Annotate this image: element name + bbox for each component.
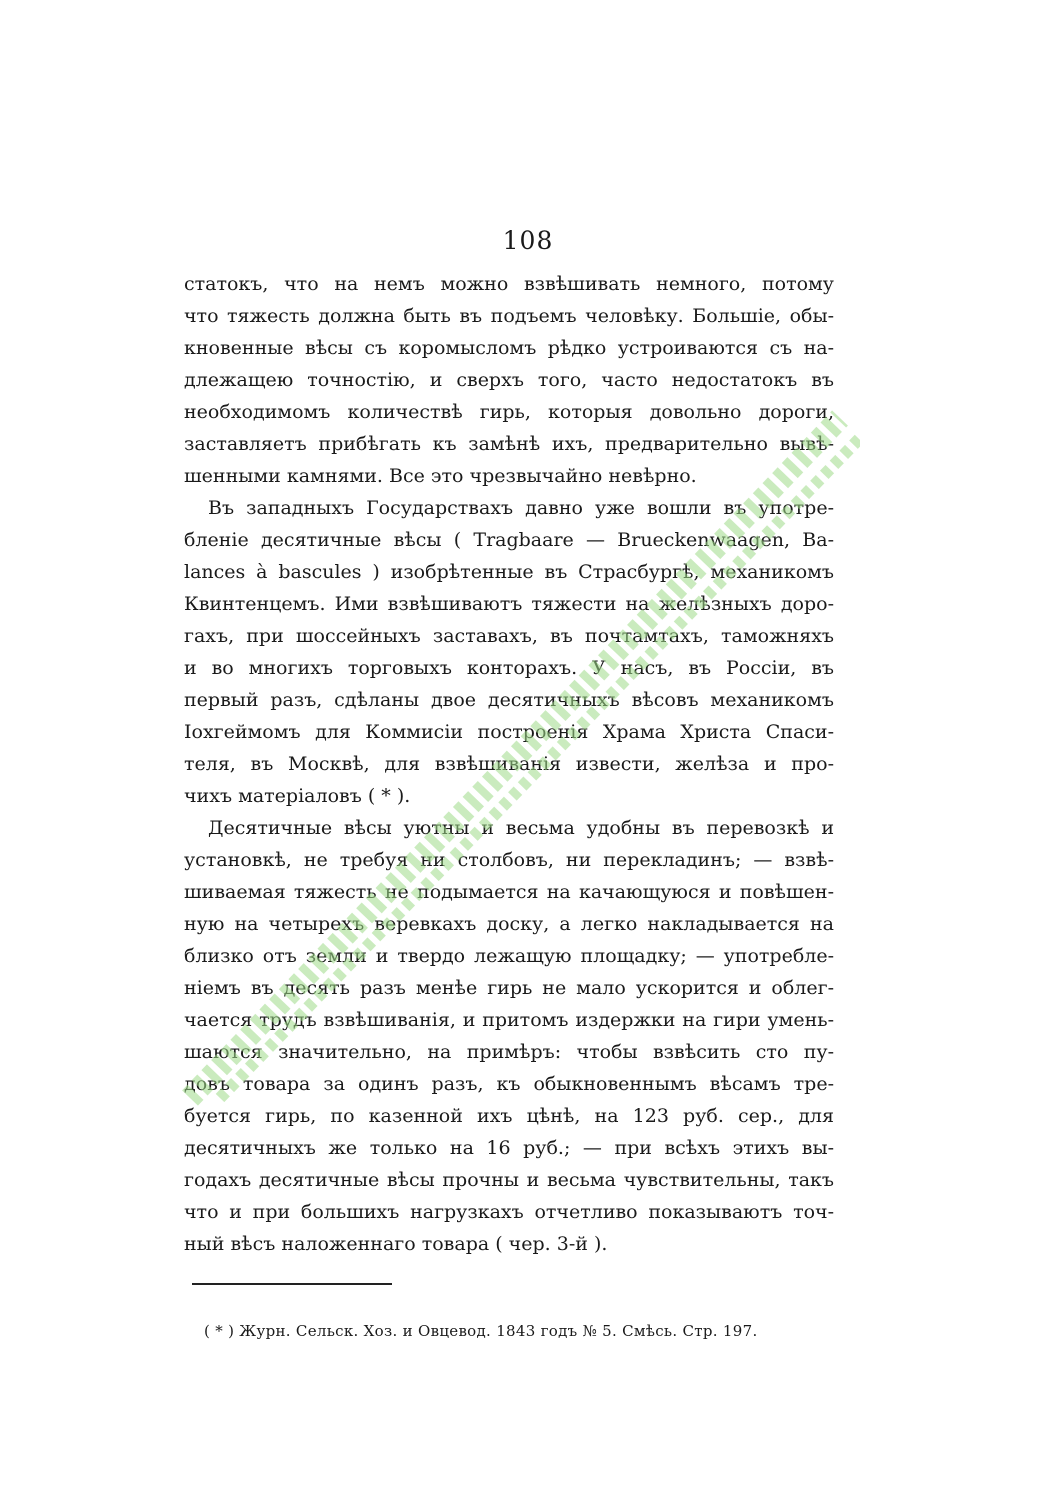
text-line: lances à bascules ) изобрѣтенные въ Страсбургѣ, механикомъ — [184, 561, 834, 583]
text-line: заставляетъ прибѣгать къ замѣнѣ ихъ, предварительно вывѣ- — [184, 433, 834, 455]
text-line: шиваемая тяжесть не подымается на качающуюся и повѣшен- — [184, 881, 834, 903]
text-line: установкѣ, не требуя ни столбовъ, ни перекладинъ; — взвѣ- — [184, 849, 834, 871]
footnote-separator — [192, 1283, 392, 1285]
text-line: и во многихъ торговыхъ конторахъ. У насъ, въ Россіи, въ — [184, 657, 834, 679]
page-number: 108 — [502, 226, 554, 255]
text-line: длежащею точностію, и сверхъ того, часто недостатокъ въ — [184, 369, 834, 391]
text-line: бленіе десятичные вѣсы ( Tragbaare — Brueckenwaagen, Ba- — [184, 529, 834, 551]
text-line: шаются значительно, на примѣръ: чтобы взвѣсить сто пу- — [184, 1041, 834, 1063]
footnote: ( * ) Журн. Сельск. Хоз. и Овцевод. 1843 годъ № 5. Смѣсь. Стр. 197. — [204, 1322, 758, 1340]
text-line: Квинтенцемъ. Ими взвѣшиваютъ тяжести на желѣзныхъ доро- — [184, 593, 834, 615]
text-line: ный вѣсъ наложеннаго товара ( чер. 3-й ). — [184, 1233, 608, 1255]
text-line: чается трудъ взвѣшиванія, и притомъ издержки на гири умень- — [184, 1009, 834, 1031]
text-line: чихъ матеріаловъ ( * ). — [184, 785, 411, 807]
text-line: статокъ, что на немъ можно взвѣшивать немного, потому — [184, 273, 834, 295]
text-line: теля, въ Москвѣ, для взвѣшиванія извести, желѣза и про- — [184, 753, 834, 775]
text-line: годахъ десятичные вѣсы прочны и весьма чувствительны, такъ — [184, 1169, 834, 1191]
text-line: кновенные вѣсы съ коромысломъ рѣдко устроиваются съ на- — [184, 337, 834, 359]
text-line: Въ западныхъ Государствахъ давно уже вошли въ употре- — [208, 497, 834, 519]
text-line: ную на четырехъ веревкахъ доску, а легко накладывается на — [184, 913, 834, 935]
text-line: ніемъ въ десять разъ менѣе гирь не мало ускорится и облег- — [184, 977, 834, 999]
text-line: что и при большихъ нагрузкахъ отчетливо показываютъ точ- — [184, 1201, 834, 1223]
text-line: что тяжесть должна быть въ подъемъ человѣку. Большіе, обы- — [184, 305, 834, 327]
text-line: близко отъ земли и твердо лежащую площадку; — употребле- — [184, 945, 834, 967]
text-line: довъ товара за одинъ разъ, къ обыкновеннымъ вѣсамъ тре- — [184, 1073, 834, 1095]
text-line: буется гирь, по казенной ихъ цѣнѣ, на 123 руб. сер., для — [184, 1105, 834, 1127]
text-line: необходимомъ количествѣ гирь, которыя довольно дороги, — [184, 401, 834, 423]
text-line: гахъ, при шоссейныхъ заставахъ, въ почтамтахъ, таможняхъ — [184, 625, 834, 647]
body-text — [184, 268, 834, 1260]
text-line: шенными камнями. Все это чрезвычайно невѣрно. — [184, 465, 697, 487]
text-line: первый разъ, сдѣланы двое десятичныхъ вѣсовъ механикомъ — [184, 689, 834, 711]
text-line: десятичныхъ же только на 16 руб.; — при всѣхъ этихъ вы- — [184, 1137, 834, 1159]
text-line: Десятичные вѣсы уютны и весьма удобны въ перевозкѣ и — [208, 817, 834, 839]
text-line: Іохгеймомъ для Коммисіи построенія Храма Христа Спаси- — [184, 721, 834, 743]
